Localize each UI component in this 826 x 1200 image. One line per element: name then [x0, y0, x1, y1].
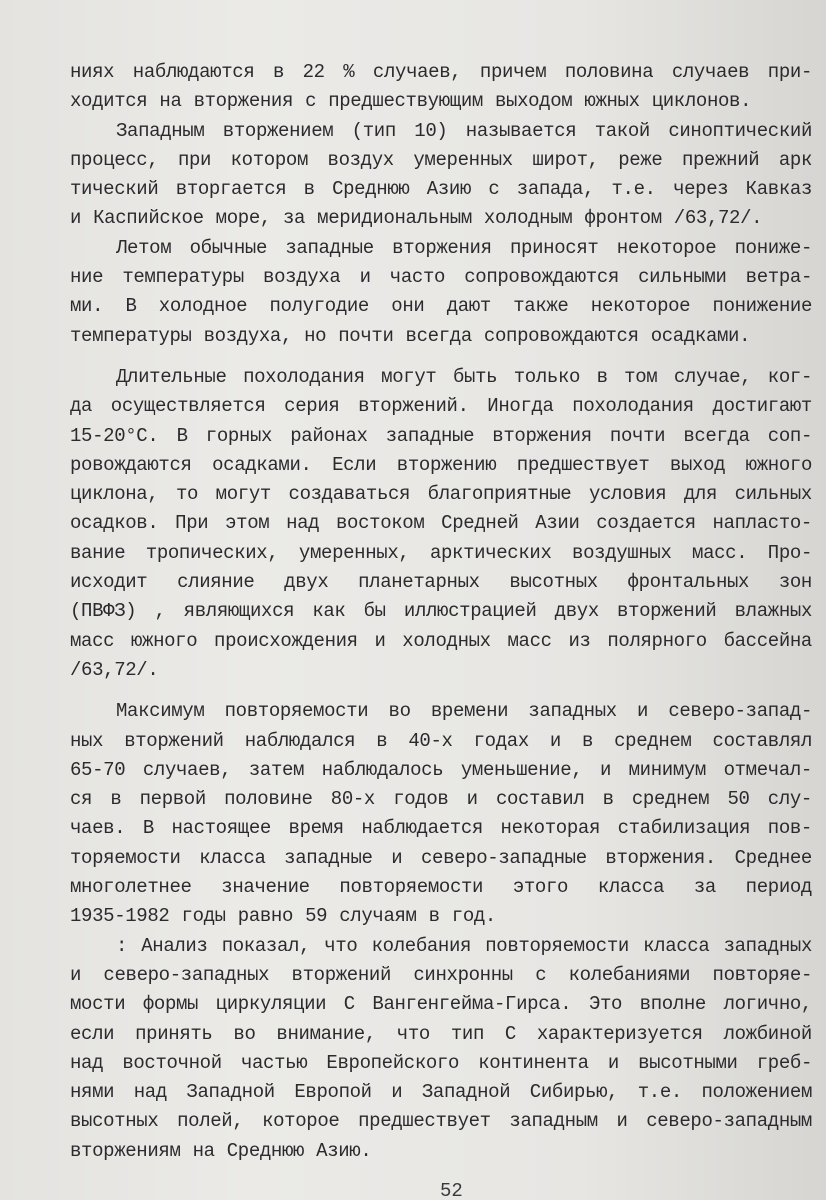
text-line: вторжениям на Среднюю Азию.: [70, 1139, 372, 1162]
text-line: Длительные похолодания могут быть только в том случае, ког-: [116, 365, 812, 388]
text-line: циклона, то могут создаваться благоприятные условия для сильных: [70, 483, 812, 506]
text-line: ся в первой половине 80-х годов и составил в среднем 50 слу-: [70, 788, 812, 811]
text-line: вание тропических, умеренных, арктических воздушных масс. Про-: [70, 541, 812, 564]
text-line: ровождаются осадками. Если вторжению предшествует выход южного: [70, 453, 812, 476]
text-line: торяемости класса западные и северо-западные вторжения. Среднее: [70, 846, 812, 869]
text-line: ных вторжений наблюдался в 40-х годах и в среднем составлял: [70, 729, 812, 752]
text-line: 15-20°С. В горных районах западные вторжения почти всегда соп-: [70, 424, 812, 447]
text-line: температуры воздуха, но почти всегда сопровождаются осадками.: [70, 324, 751, 347]
paragraph: [70, 697, 812, 931]
paragraph: [70, 932, 812, 1166]
text-line: Западным вторжением (тип 10) называется такой синоптический: [116, 119, 812, 142]
text-line: многолетнее значение повторяемости этого класса за период: [70, 876, 812, 899]
text-line: /63,72/.: [70, 658, 159, 681]
text-line: (ПВФЗ) , являющихся как бы иллюстрацией двух вторжений влажных: [70, 600, 812, 623]
page-number: 52: [440, 1180, 463, 1200]
text-line: и северо-западных вторжений синхронны с колебаниями повторяе-: [70, 963, 812, 986]
text-line: если принять во внимание, что тип С характеризуется ложбиной: [70, 1022, 812, 1045]
paragraph: [70, 58, 812, 117]
text-line: мости формы циркуляции С Вангенгейма-Гирса. Это вполне логично,: [70, 993, 812, 1016]
text-line: : Анализ показал, что колебания повторяемости класса западных: [116, 934, 812, 957]
text-line: осадков. При этом над востоком Средней Азии создается напласто-: [70, 512, 812, 535]
text-line: высотных полей, которое предшествует западным и северо-западным: [70, 1110, 812, 1133]
text-line: ми. В холодное полугодие они дают также некоторое понижение: [70, 295, 812, 318]
text-line: да осуществляется серия вторжений. Иногда похолодания достигают: [70, 395, 812, 418]
text-line: масс южного происхождения и холодных масс из полярного бассейна: [70, 629, 812, 652]
text-line: ниях наблюдаются в 22 % случаев, причем половина случаев при-: [70, 61, 812, 83]
paragraph: [70, 363, 812, 685]
text-line: чаев. В настоящее время наблюдается некоторая стабилизация пов-: [70, 817, 812, 840]
text-line: исходит слияние двух планетарных высотных фронтальных зон: [70, 571, 812, 594]
paragraph-gap: [70, 685, 812, 697]
text-line: тический вторгается в Среднюю Азию с запада, т.е. через Кавказ: [70, 178, 812, 201]
text-line: над восточной частью Европейского континента и высотными греб-: [70, 1051, 812, 1074]
text-line: Максимум повторяемости во времени западных и северо-запад-: [116, 700, 812, 723]
text-line: 65-70 случаев, затем наблюдалось уменьшение, и минимум отмечал-: [70, 758, 812, 781]
paragraph: [70, 117, 812, 234]
paragraph-gap: [70, 351, 812, 363]
text-line: Летом обычные западные вторжения приносят некоторое пониже-: [116, 236, 812, 259]
text-line: 1935-1982 годы равно 59 случаям в год.: [70, 905, 496, 928]
text-line: процесс, при котором воздух умеренных широт, реже прежний арк: [70, 148, 812, 171]
text-line: и Каспийское море, за меридиональным холодным фронтом /63,72/.: [70, 207, 763, 230]
text-line: нями над Западной Европой и Западной Сибирью, т.е. положением: [70, 1081, 812, 1104]
text-line: ходится на вторжения с предшествующим выходом южных циклонов.: [70, 90, 752, 113]
text-line: ние температуры воздуха и часто сопровождаются сильными ветра-: [70, 266, 812, 289]
paragraph: [70, 234, 812, 351]
body-text: [70, 58, 812, 1166]
